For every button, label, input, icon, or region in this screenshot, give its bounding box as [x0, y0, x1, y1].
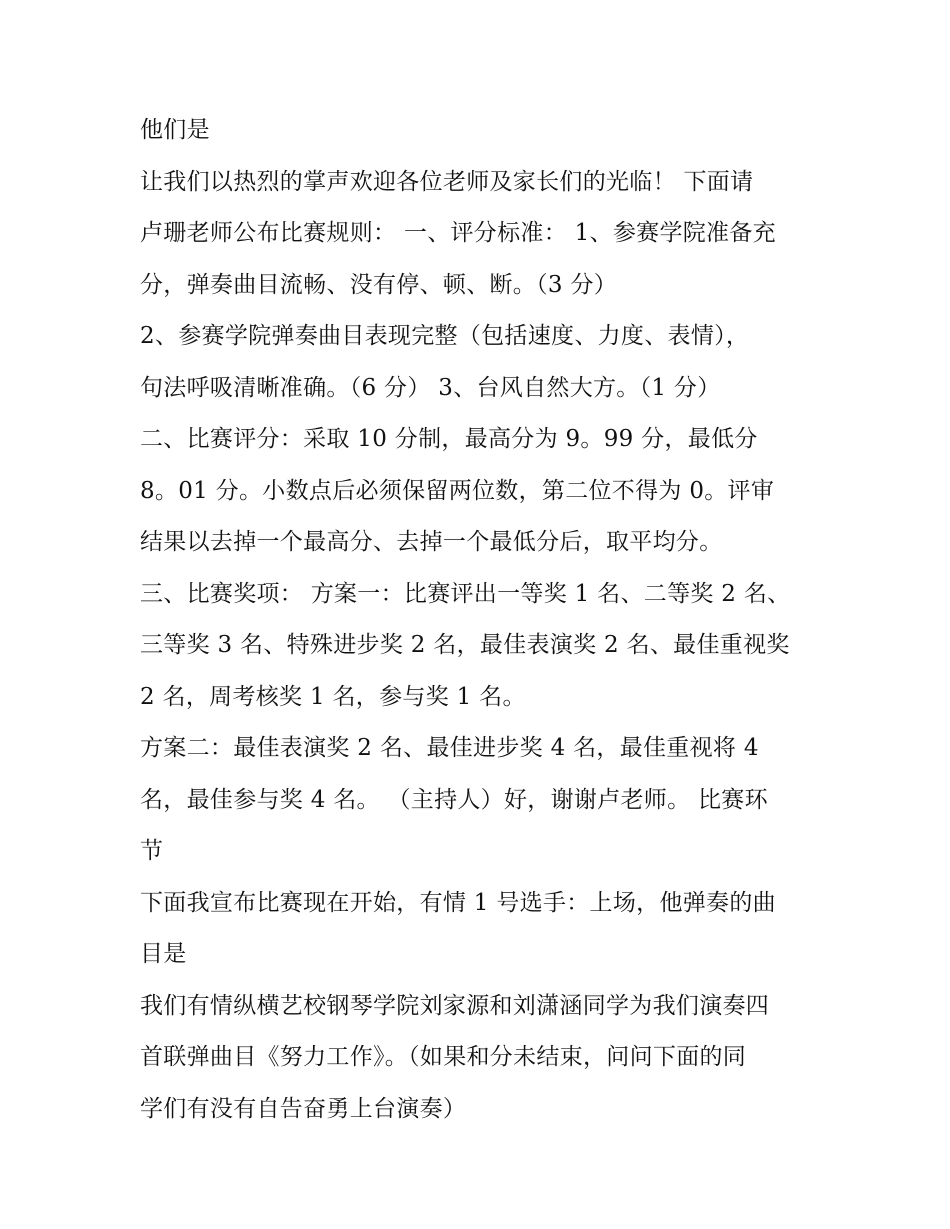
text-line: 2、参赛学院弹奏曲目表现完整（包括速度、力度、表情），: [140, 323, 750, 349]
text-line: 下面我宣布比赛现在开始，有情 1 号选手：上场，他弹奏的曲: [140, 889, 776, 916]
text-line: 首联弹曲目《努力工作》。（如果和分未结束，问问下面的同: [140, 1044, 747, 1070]
text-line: 分，弹奏曲目流畅、没有停、顿、断。（3 分）: [140, 271, 618, 298]
text-line: 他们是: [140, 117, 210, 143]
text-line: 三、比赛奖项： 方案一：比赛评出一等奖 1 名、二等奖 2 名、: [140, 580, 791, 607]
text-line: 2 名，周考核奖 1 名，参与奖 1 名。: [140, 683, 526, 710]
text-line: 二、比赛评分：采取 10 分制，最高分为 9。99 分，最低分: [140, 426, 758, 452]
document-body: [140, 110, 840, 1140]
text-line: 句法呼吸清晰准确。（6 分） 3、台风自然大方。（1 分）: [140, 374, 721, 401]
text-line: 三等奖 3 名、特殊进步奖 2 名，最佳表演奖 2 名、最佳重视奖: [140, 632, 790, 658]
text-line: 学们有没有自告奋勇上台演奏）: [140, 1095, 467, 1122]
text-line: 我们有情纵横艺校钢琴学院刘家源和刘潇涵同学为我们演奏四: [140, 992, 770, 1019]
text-line: 卢珊老师公布比赛规则： 一、评分标准： 1、参赛学院准备充: [140, 220, 776, 246]
text-line: 结果以去掉一个最高分、去掉一个最低分后，取平均分。: [140, 529, 723, 555]
text-line: 节: [140, 838, 164, 864]
text-line: 方案二：最佳表演奖 2 名、最佳进步奖 4 名，最佳重视将 4: [140, 735, 759, 761]
text-line: 8。01 分。小数点后必须保留两位数，第二位不得为 0。评审: [140, 477, 775, 504]
text-line: 名，最佳参与奖 4 名。 （主持人）好，谢谢卢老师。 比赛环: [140, 786, 768, 813]
text-line: 目是: [140, 941, 187, 967]
text-line: 让我们以热烈的掌声欢迎各位老师及家长们的光临！ 下面请: [140, 168, 754, 195]
